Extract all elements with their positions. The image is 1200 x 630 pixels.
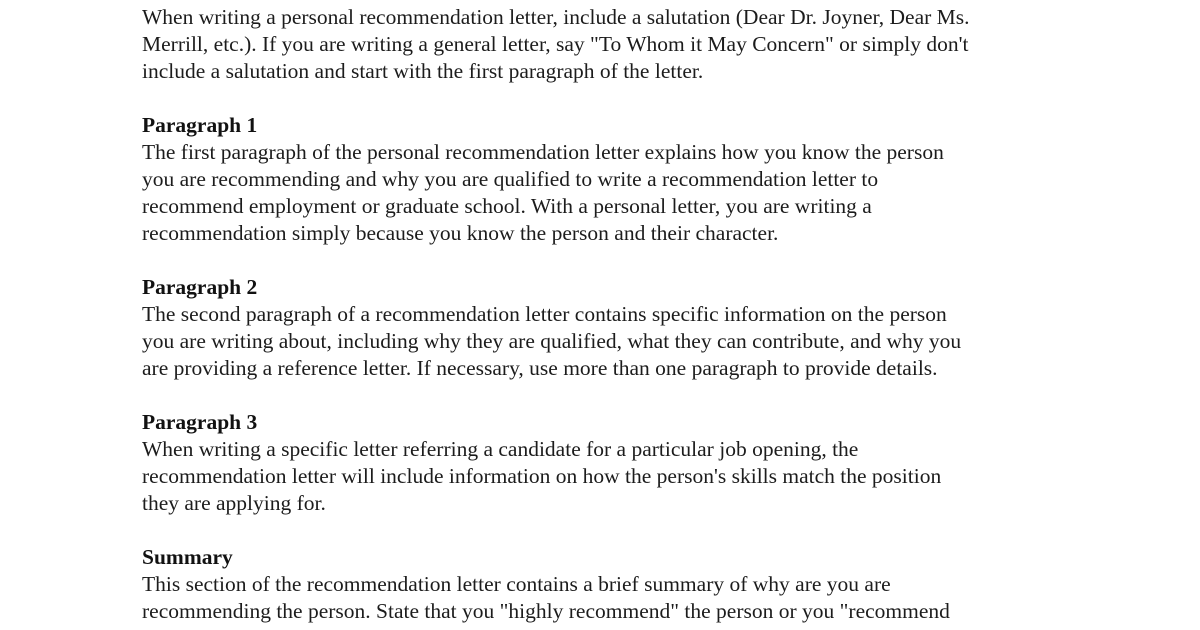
intro-paragraph — [142, 4, 1142, 85]
section-heading: Paragraph 1 — [142, 113, 258, 137]
section-body: The first paragraph of the personal recommendation letter explains how you know the person you are recommending and why you are qualified to write a recommendation letter to recommend employment or graduate school. With a personal letter, you are writing a recommendation simply because you know the person and their character. — [142, 140, 944, 245]
section-body: When writing a specific letter referring a candidate for a particular job opening, the recommendation letter will include information on how the person's skills match the position they are applying for. — [142, 437, 942, 515]
section-summary — [142, 544, 1142, 625]
section-heading: Paragraph 2 — [142, 275, 258, 299]
section-paragraph-2 — [142, 274, 1142, 382]
section-body: This section of the recommendation letter contains a brief summary of why are you are recommending the person. State that you "highly recommend" the person or you "recommend — [142, 572, 950, 623]
section-body: The second paragraph of a recommendation letter contains specific information on the person you are writing about, including why they are qualified, what they can contribute, and why you are providing a reference letter. If necessary, use more than one paragraph to provide details. — [142, 302, 962, 380]
section-heading: Summary — [142, 545, 233, 569]
document-page — [142, 4, 1142, 625]
section-heading: Paragraph 3 — [142, 410, 258, 434]
section-paragraph-1 — [142, 112, 1142, 247]
section-paragraph-3 — [142, 409, 1142, 517]
intro-text: When writing a personal recommendation letter, include a salutation (Dear Dr. Joyner, Dear Ms. Merrill, etc.). If you are writing a general letter, say "To Whom it May Concern" or simply don't include a salutation and start with the first paragraph of the letter. — [142, 5, 970, 83]
